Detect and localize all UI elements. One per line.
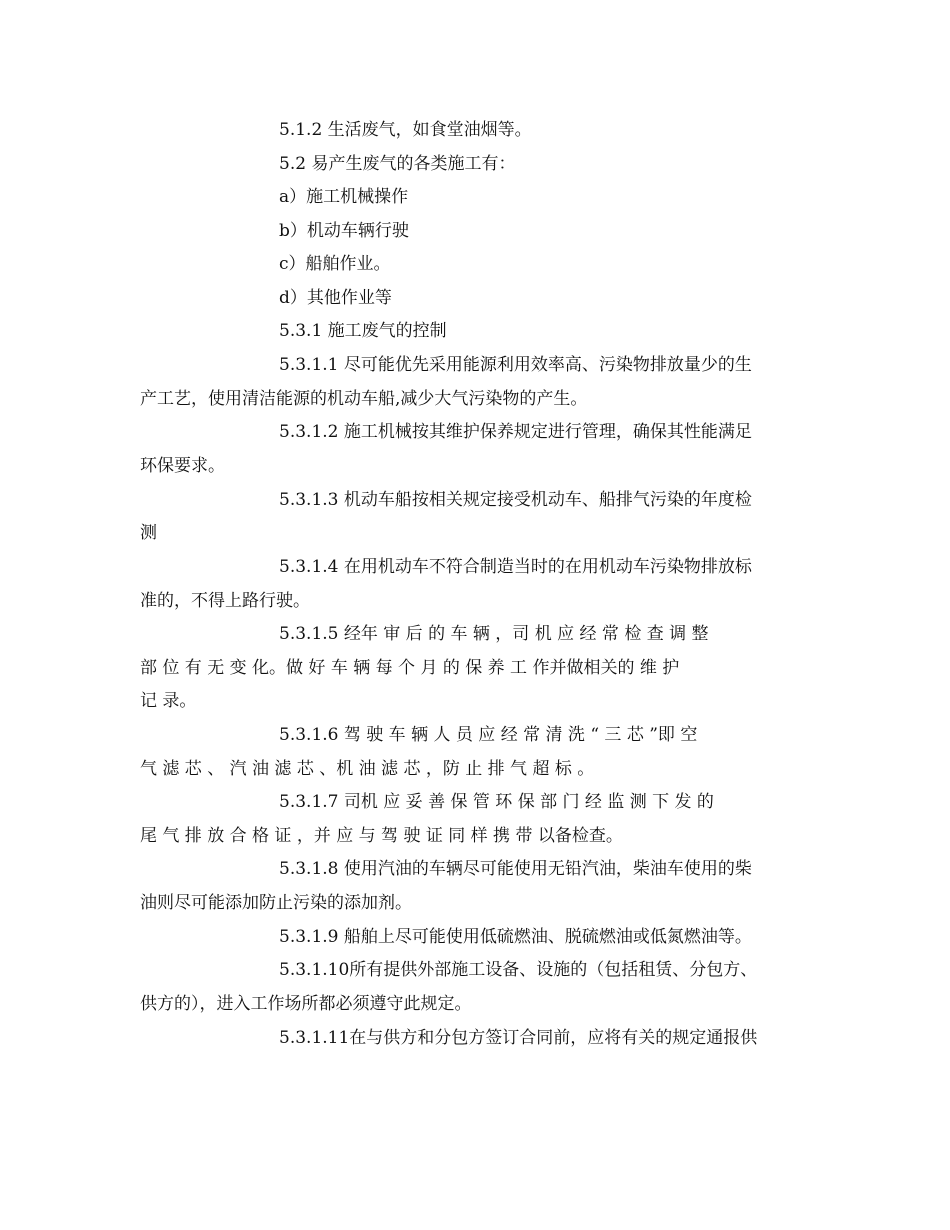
text-line: 5.3.1.7 司机 应 妥 善 保 管 环 保 部 门 经 监 测 下 发 的: [279, 792, 714, 812]
text-line: 产工艺，使用清洁能源的机动车船,减少大气污染物的产生。: [140, 389, 588, 409]
text-line: 供方的），进入工作场所都必须遵守此规定。: [140, 994, 472, 1014]
text-line: 5.3.1.8 使用汽油的车辆尽可能使用无铅汽油，柴油车使用的柴: [279, 859, 752, 879]
text-line: b）机动车辆行驶: [279, 221, 409, 241]
text-line: 5.2 易产生废气的各类施工有：: [279, 154, 516, 174]
section-heading: 5.3.1 施工废气的控制: [279, 321, 447, 341]
text-line: d）其他作业等: [279, 288, 392, 308]
text-line: 部 位 有 无 变 化。做 好 车 辆 每 个 月 的 保 养 工 作并做相关的 维 护: [140, 658, 680, 678]
text-line: a）施工机械操作: [279, 187, 409, 207]
text-line: 5.3.1.5 经年 审 后 的 车 辆 ，司 机 应 经 常 检 查 调 整: [279, 624, 709, 644]
text-line: 气 滤 芯 、 汽 油 滤 芯 、机 油 滤 芯 ，防 止 排 气 超 标 。: [140, 759, 595, 779]
text-line: 5.3.1.3 机动车船按相关规定接受机动车、船排气污染的年度检: [279, 490, 752, 510]
text-line: 尾 气 排 放 合 格 证 ，并 应 与 驾 驶 证 同 样 携 带 以备检查。: [140, 826, 623, 846]
text-line: 5.3.1.11在与供方和分包方签订合同前，应将有关的规定通报供: [279, 1028, 758, 1048]
text-line: 5.3.1.10所有提供外部施工设备、设施的（包括租赁、分包方、: [279, 960, 758, 980]
text-line: 环保要求。: [140, 456, 225, 476]
text-line: 准的，不得上路行驶。: [140, 591, 310, 611]
text-line: 5.3.1.4 在用机动车不符合制造当时的在用机动车污染物排放标: [279, 557, 752, 577]
text-line: 5.1.2 生活废气，如食堂油烟等。: [279, 120, 532, 140]
text-line: c）船舶作业。: [279, 254, 391, 274]
text-line: 记 录。: [140, 691, 197, 711]
text-line: 油则尽可能添加防止污染的添加剂。: [140, 893, 412, 913]
text-line: 测: [140, 523, 157, 543]
text-line: 5.3.1.1 尽可能优先采用能源利用效率高、污染物排放量少的生: [279, 355, 752, 375]
text-line: 5.3.1.2 施工机械按其维护保养规定进行管理，确保其性能满足: [279, 422, 752, 442]
text-line: 5.3.1.6 驾 驶 车 辆 人 员 应 经 常 清 洗 “ 三 芯 ”即 空: [279, 725, 698, 745]
text-line: 5.3.1.9 船舶上尽可能使用低硫燃油、脱硫燃油或低氮燃油等。: [279, 927, 752, 947]
